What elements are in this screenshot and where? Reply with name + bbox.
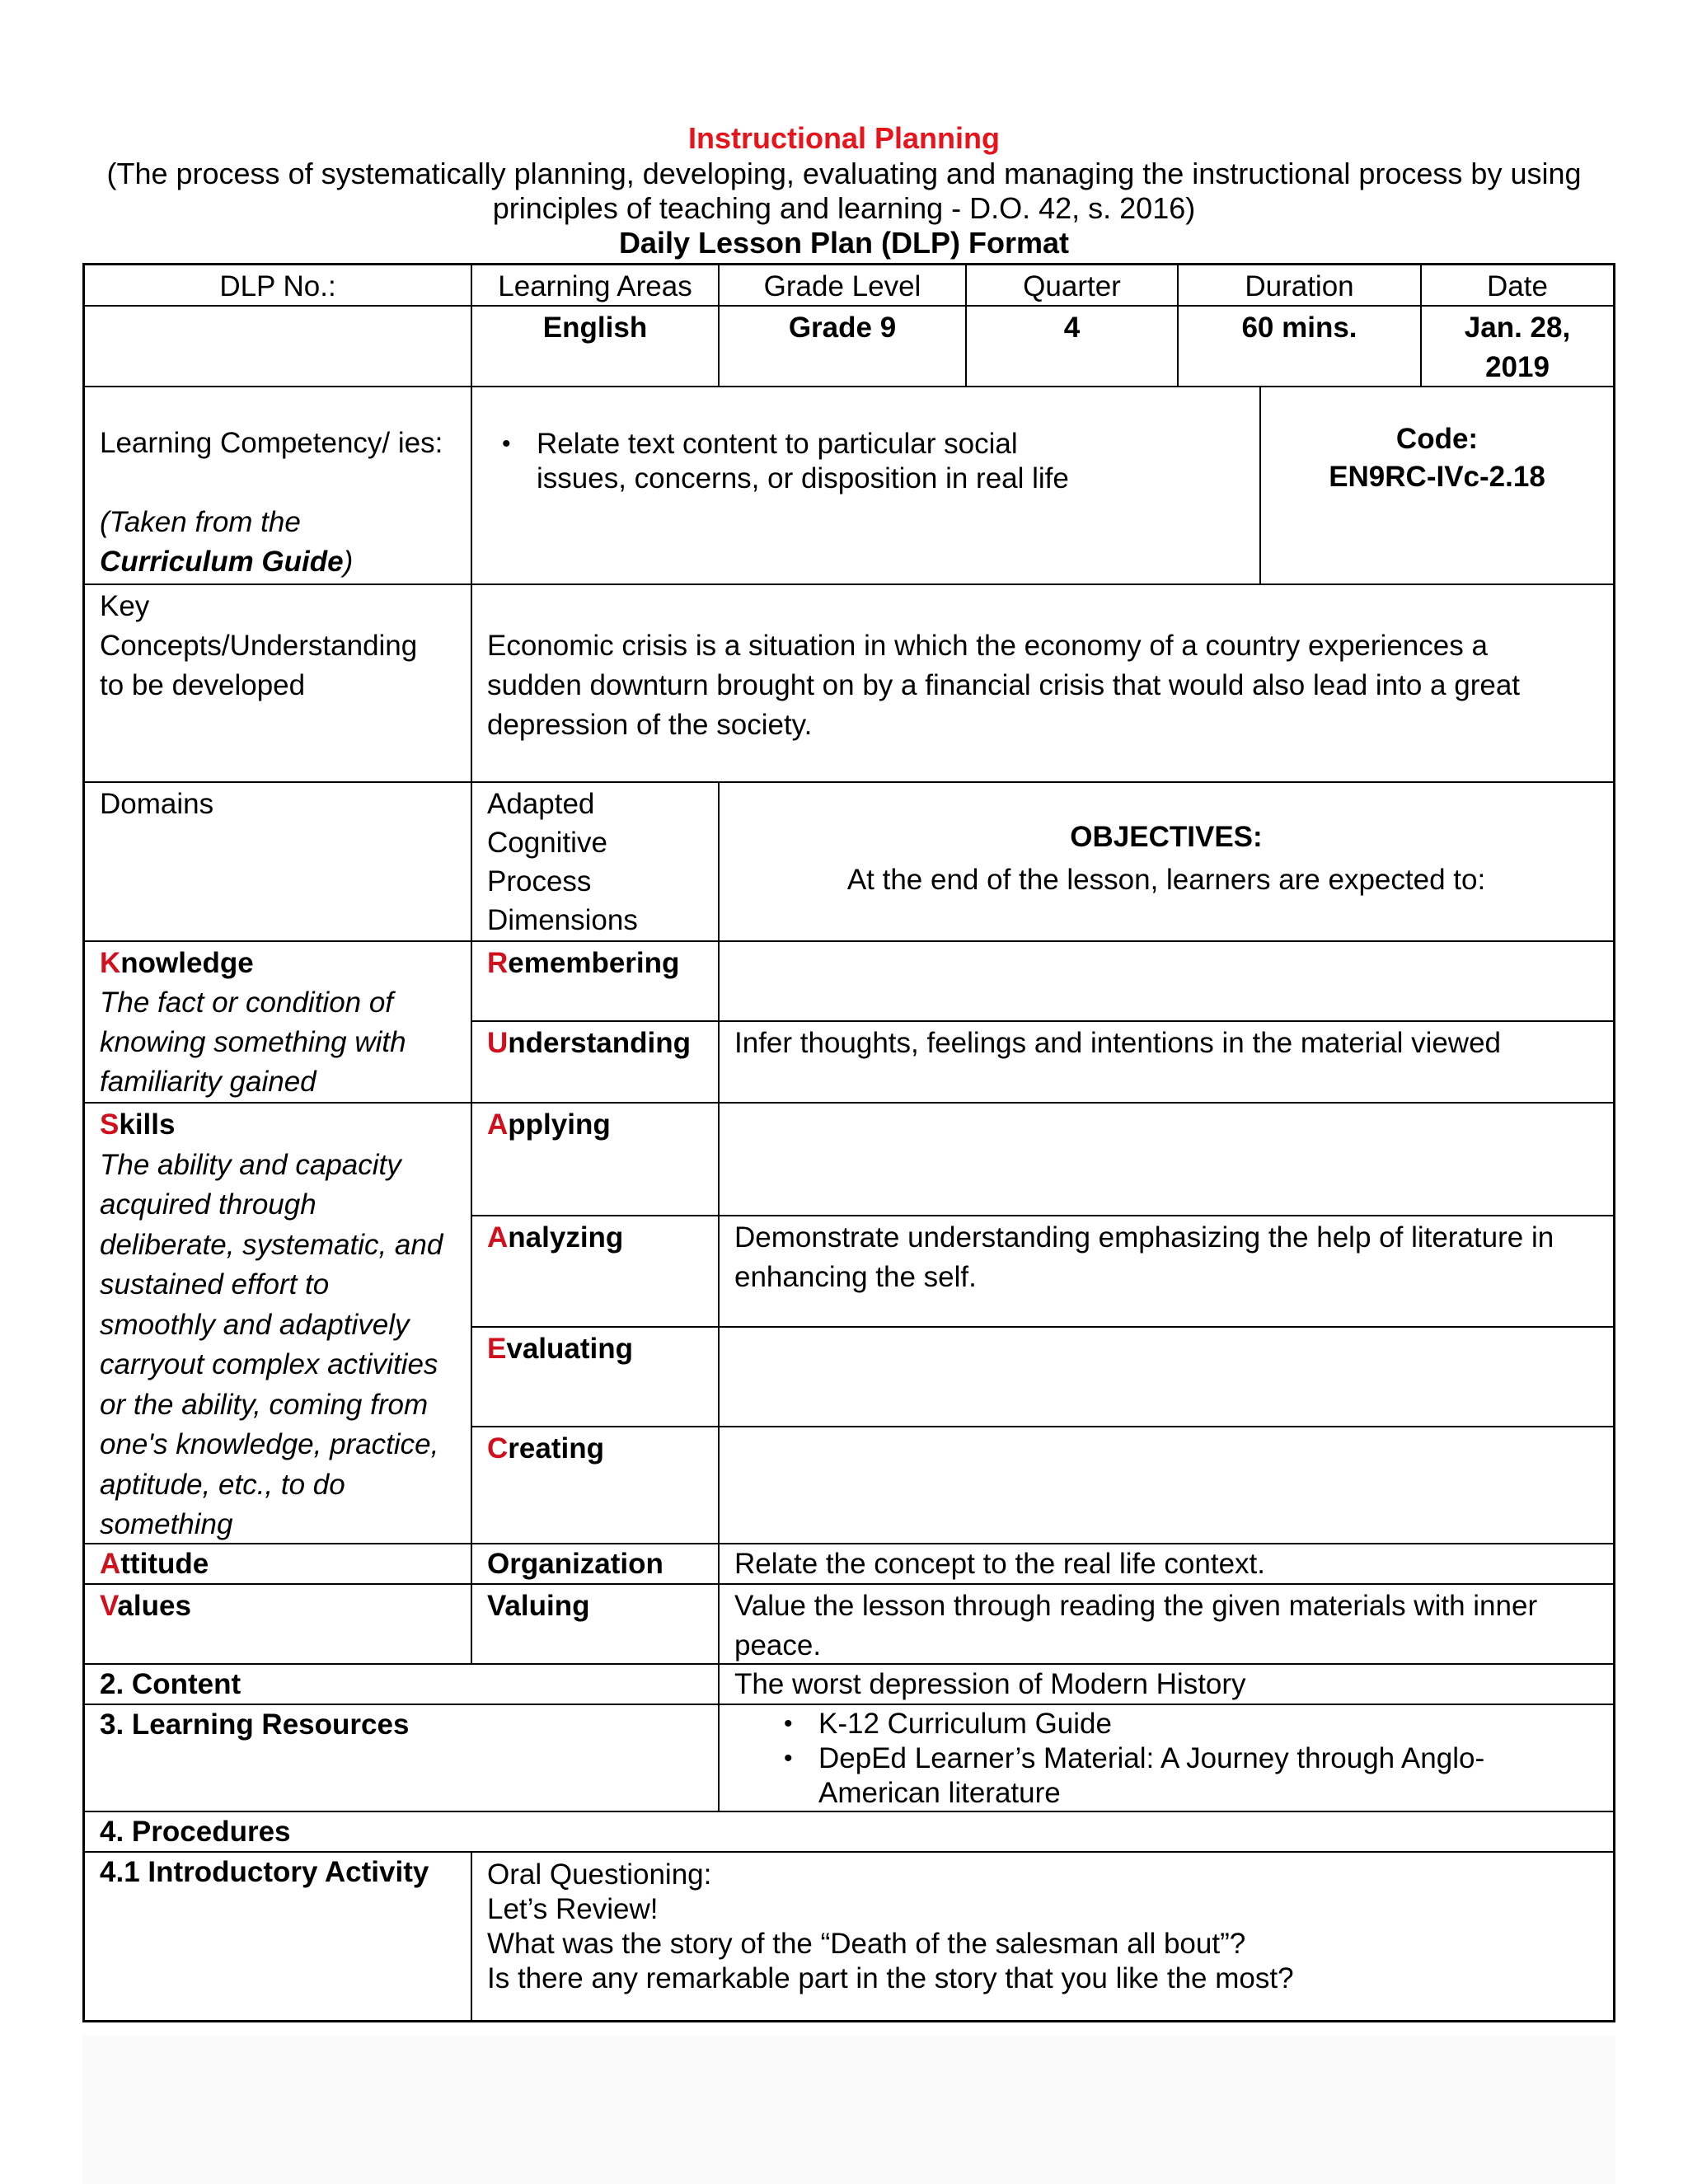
duration-label: Duration <box>1245 270 1354 302</box>
competency-item-line2: issues, concerns, or disposition in real life <box>537 462 1069 494</box>
understanding-objective-cell <box>720 1022 1613 1104</box>
intro-activity-text-cell <box>472 1853 1613 2022</box>
date-value-cell <box>1422 307 1613 387</box>
values-objective-line2: peace. <box>734 1629 822 1661</box>
date-value-line1: Jan. 28, <box>1464 312 1571 344</box>
knowledge-cell <box>85 942 472 1104</box>
adapted-line3: Process <box>487 865 592 898</box>
key-concepts-text-line1: Economic crisis is a situation in which the economy of a country experiences a <box>487 630 1488 662</box>
key-concepts-text-line3: depression of the society. <box>487 709 813 741</box>
grade-level-label: Grade Level <box>763 270 921 302</box>
creating-cell <box>472 1427 720 1544</box>
creating-initial: C <box>487 1432 509 1465</box>
competency-item: • Relate text content to particular social issues, concerns, or disposition in real life <box>487 427 1245 496</box>
code-label: Code: <box>1395 423 1479 455</box>
competency-code-cell <box>1261 387 1613 585</box>
knowledge-desc-line3: familiarity gained <box>100 1066 316 1098</box>
resource-item-2: • DepEd Learner’s Material: A Journey through Anglo- American literature <box>784 1742 1485 1809</box>
analyzing-objective-cell <box>720 1216 1613 1328</box>
adapted-dimensions-cell <box>472 783 720 942</box>
skills-desc-line9: aptitude, etc., to do <box>100 1468 345 1501</box>
intro-line4: Is there any remarkable part in the story that you like the most? <box>487 1962 1294 1994</box>
analyzing-objective-line1: Demonstrate understanding emphasizing the help of literature in <box>734 1221 1554 1254</box>
adapted-line2: Cognitive <box>487 827 607 859</box>
code-value: EN9RC-IVc-2.18 <box>1329 461 1545 493</box>
remembering-cell <box>472 942 720 1022</box>
dlp-no-label: DLP No.: <box>219 270 336 302</box>
skills-cell <box>85 1104 472 1544</box>
document-header <box>0 120 1688 260</box>
dlp-no-value-cell <box>85 307 472 387</box>
learning-areas-value-cell <box>472 307 720 387</box>
skills-desc-line4: sustained effort to <box>100 1268 330 1301</box>
values-cell <box>85 1585 472 1665</box>
grade-level-value: Grade 9 <box>788 312 897 344</box>
document-subtitle-line2: principles of teaching and learning - D.O. 42, s. 2016) <box>492 191 1196 225</box>
date-value-line2: 2019 <box>1485 351 1550 383</box>
learning-areas-label: Learning Areas <box>498 270 692 302</box>
competency-label: Learning Competency/ ies: <box>100 427 443 459</box>
attitude-cell <box>85 1544 472 1585</box>
procedures-label: 4. Procedures <box>100 1816 291 1848</box>
skills-desc-line10: something <box>100 1508 233 1540</box>
key-concepts-label-line2: Concepts/Understanding <box>100 630 418 662</box>
understanding-initial: U <box>487 1027 509 1059</box>
understanding-label: nderstanding <box>508 1027 691 1059</box>
skills-desc-line5: smoothly and adaptively <box>100 1308 410 1341</box>
intro-line3: What was the story of the “Death of the salesman all bout”? <box>487 1928 1246 1960</box>
creating-objective-cell <box>720 1427 1613 1544</box>
dlp-table <box>82 263 1615 2022</box>
grade-level-value-cell <box>720 307 967 387</box>
resources-label-cell <box>85 1705 720 1812</box>
key-concepts-label-cell <box>85 585 472 783</box>
learning-areas-header <box>472 265 720 307</box>
knowledge-desc-line2: knowing something with <box>100 1026 406 1058</box>
evaluating-objective-cell <box>720 1328 1613 1427</box>
dlp-no-label-cell <box>85 265 472 307</box>
domains-label-cell <box>85 783 472 942</box>
analyzing-label: nalyzing <box>508 1221 624 1254</box>
remembering-objective-cell <box>720 942 1613 1022</box>
analyzing-objective-line2: enhancing the self. <box>734 1261 977 1293</box>
skills-desc-line6: carryout complex activities <box>100 1348 438 1380</box>
values-label: alues <box>117 1590 191 1622</box>
knowledge-desc-line1: The fact or condition of <box>100 987 394 1019</box>
document-subtitle-line1: (The process of systematically planning, developing, evaluating and managing the instructional process by using <box>106 157 1582 190</box>
quarter-value: 4 <box>1063 312 1081 344</box>
quarter-value-cell <box>967 307 1179 387</box>
organization-cell <box>472 1544 720 1585</box>
intro-line2: Let’s Review! <box>487 1893 659 1925</box>
content-label: 2. Content <box>100 1668 241 1700</box>
objectives-subtitle: At the end of the lesson, learners are expected to: <box>846 864 1486 896</box>
quarter-header <box>967 265 1179 307</box>
competency-label-cell <box>85 387 472 585</box>
evaluating-initial: E <box>487 1333 507 1365</box>
duration-value: 60 mins. <box>1241 312 1357 344</box>
evaluating-label: valuating <box>506 1333 633 1365</box>
resources-list-cell <box>720 1705 1613 1812</box>
duration-value-cell <box>1179 307 1422 387</box>
valuing-cell <box>472 1585 720 1665</box>
adapted-line4: Dimensions <box>487 904 638 936</box>
organization-label: Organization <box>487 1548 663 1580</box>
skills-desc-line8: one's knowledge, practice, <box>100 1428 439 1460</box>
resources-label: 3. Learning Resources <box>100 1708 410 1741</box>
applying-initial: A <box>487 1108 509 1141</box>
skills-desc-line2: acquired through <box>100 1188 316 1221</box>
values-objective-line1: Value the lesson through reading the given materials with inner <box>734 1590 1538 1622</box>
content-value: The worst depression of Modern History <box>734 1668 1246 1700</box>
intro-line1: Oral Questioning: <box>487 1858 712 1891</box>
intro-activity-label-cell <box>85 1853 472 2022</box>
competency-source: Curriculum Guide) <box>100 546 354 578</box>
procedures-label-cell <box>85 1812 1613 1853</box>
key-concepts-label-line1: Key <box>100 590 150 622</box>
attitude-initial: A <box>100 1548 121 1580</box>
valuing-label: Valuing <box>487 1590 590 1622</box>
applying-label: pplying <box>508 1108 611 1141</box>
creating-label: reating <box>508 1432 604 1465</box>
skills-heading: Skills <box>100 1108 176 1141</box>
analyzing-cell <box>472 1216 720 1328</box>
competency-taken-from: (Taken from the <box>100 506 301 538</box>
skills-desc-line1: The ability and capacity <box>100 1148 401 1181</box>
grade-level-header <box>720 265 967 307</box>
date-label: Date <box>1487 270 1548 302</box>
knowledge-heading: Knowledge <box>100 947 254 979</box>
skills-desc-line3: deliberate, systematic, and <box>100 1228 443 1261</box>
attitude-objective-cell <box>720 1544 1613 1585</box>
date-header <box>1422 265 1613 307</box>
quarter-label: Quarter <box>1023 270 1121 302</box>
objectives-title: OBJECTIVES: <box>1070 821 1263 853</box>
resource-item-1: • K-12 Curriculum Guide <box>784 1708 1112 1740</box>
content-value-cell <box>720 1665 1613 1705</box>
domains-label: Domains <box>100 788 214 820</box>
understanding-cell <box>472 1022 720 1104</box>
document-title: Instructional Planning <box>687 121 1001 155</box>
evaluating-cell <box>472 1328 720 1427</box>
competency-item-cell <box>472 387 1261 585</box>
remembering-initial: R <box>487 947 509 979</box>
analyzing-initial: A <box>487 1221 509 1254</box>
attitude-objective: Relate the concept to the real life context. <box>734 1548 1265 1580</box>
values-objective-cell <box>720 1585 1613 1665</box>
competency-item-line1: Relate text content to particular social <box>537 428 1018 460</box>
skills-desc-line7: or the ability, coming from <box>100 1388 429 1421</box>
applying-cell <box>472 1104 720 1216</box>
values-initial: V <box>100 1590 118 1622</box>
remembering-label: emembering <box>508 947 680 979</box>
content-label-cell <box>85 1665 720 1705</box>
key-concepts-label-line3: to be developed <box>100 669 306 701</box>
applying-objective-cell <box>720 1104 1613 1216</box>
learning-areas-value: English <box>542 312 648 344</box>
objectives-header-cell <box>720 783 1613 942</box>
attitude-label: ttitude <box>120 1548 209 1580</box>
key-concepts-text-cell <box>472 585 1613 783</box>
duration-header <box>1179 265 1422 307</box>
key-concepts-text-line2: sudden downturn brought on by a financial crisis that would also lead into a great <box>487 669 1521 701</box>
intro-activity-label: 4.1 Introductory Activity <box>100 1856 429 1888</box>
format-title: Daily Lesson Plan (DLP) Format <box>618 226 1070 260</box>
adapted-line1: Adapted <box>487 788 595 820</box>
understanding-objective: Infer thoughts, feelings and intentions in the material viewed <box>734 1027 1502 1059</box>
page-bottom-shade <box>82 2036 1615 2184</box>
